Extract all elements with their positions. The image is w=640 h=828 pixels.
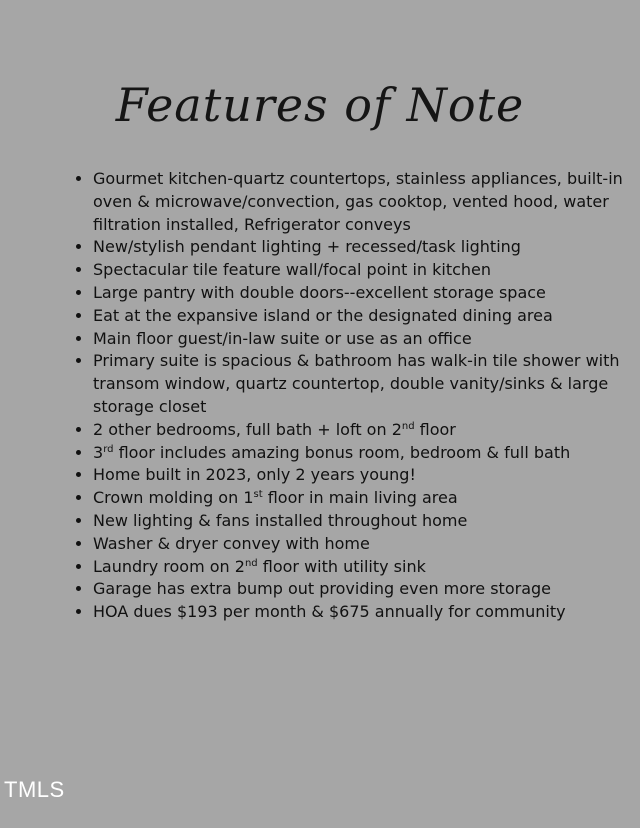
feature-item: • Garage has extra bump out providing even more storage [93, 578, 623, 601]
feature-item: • HOA dues $193 per month & $675 annually for community [93, 601, 623, 624]
feature-item: • Laundry room on 2nd floor with utility sink [93, 556, 623, 579]
feature-item: • Crown molding on 1st floor in main living area [93, 487, 623, 510]
feature-item: • New/stylish pendant lighting + recessed/task lighting [93, 236, 623, 259]
mls-watermark: TMLS [4, 777, 65, 802]
features-list [73, 168, 623, 624]
feature-item: • Eat at the expansive island or the designated dining area [93, 305, 623, 328]
feature-item: • 2 other bedrooms, full bath + loft on 2nd floor [93, 419, 623, 442]
feature-item: • Large pantry with double doors--excellent storage space [93, 282, 623, 305]
feature-item: • New lighting & fans installed throughout home [93, 510, 623, 533]
feature-item: • Washer & dryer convey with home [93, 533, 623, 556]
feature-item: • Spectacular tile feature wall/focal point in kitchen [93, 259, 623, 282]
feature-item: • 3rd floor includes amazing bonus room, bedroom & full bath [93, 442, 623, 465]
page-title: Features of Note [115, 78, 525, 132]
feature-item: • Primary suite is spacious & bathroom has walk-in tile shower with transom window, quartz countertop, double vanity/sinks & large storage closet [93, 350, 623, 418]
feature-item: • Main floor guest/in-law suite or use as an office [93, 328, 623, 351]
feature-item: • Gourmet kitchen-quartz countertops, stainless appliances, built-in oven & microwave/convection, gas cooktop, vented hood, water filtration installed, Refrigerator conveys [93, 168, 623, 236]
feature-item: • Home built in 2023, only 2 years young! [93, 464, 623, 487]
